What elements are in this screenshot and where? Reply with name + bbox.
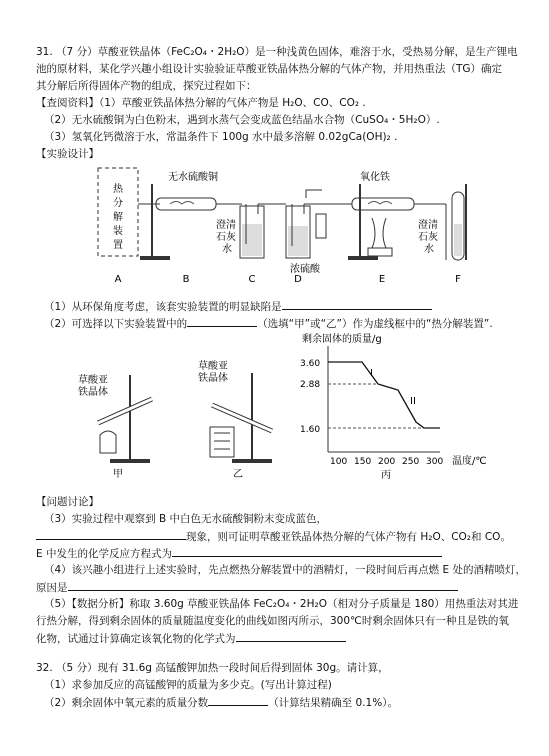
q31-intro-3: 其分解后所得固体产物的组成，探究过程如下： — [36, 80, 257, 92]
fe-oxide-label: 氧化铁 — [360, 172, 390, 183]
answer-blank-6[interactable] — [236, 630, 346, 642]
ytick-360: 3.60 — [300, 359, 321, 369]
q31-sub5-a: （5）【数据分析】称取 3.60g 草酸亚铁晶体 FeC₂O₄・2H₂O（相对分子质量是 180）用热重法对其进 — [44, 598, 519, 610]
q31-intro-1: 草酸亚铁晶体（FeC₂O₄・2H₂O）是一种浅黄色固体，难溶于水，受热易分解，是生产锂电 — [97, 46, 518, 58]
cuso4-label: 无水硫酸铜 — [168, 172, 218, 183]
q31-number: 31. — [36, 46, 53, 58]
letter-f: F — [455, 274, 461, 285]
ref-line-1 — [36, 95, 529, 111]
graph-xlabel: 温度/℃ — [452, 456, 487, 467]
xtick-200: 200 — [378, 457, 396, 467]
q31-sub1 — [44, 298, 529, 315]
curve-label-1: I — [370, 368, 373, 379]
figure-jia — [60, 365, 170, 480]
h2so4-label: 浓硫酸 — [290, 264, 320, 275]
q32-line — [36, 660, 529, 676]
graph-caption: 丙 — [381, 470, 391, 481]
xtick-150: 150 — [354, 457, 372, 467]
jia-caption: 甲 — [113, 469, 123, 480]
q31-sub5-c-line — [36, 630, 529, 647]
ref-3: （3）氢氧化钙微溶于水，常温条件下 100g 水中最多溶解 0.02gCa(OH)₂ . — [44, 131, 398, 143]
q31-sub4-b-line — [36, 579, 529, 596]
answer-blank-5[interactable] — [68, 579, 458, 591]
yi-label-1: 草酸亚 — [198, 361, 228, 372]
letter-e: E — [378, 274, 386, 285]
q31-intro-2: 池的原材料，某化学兴趣小组设计实验验证草酸亚铁晶体热分解的气体产物，并用热重法（TG）确定 — [36, 63, 503, 75]
heat-box-char-5: 置 — [113, 240, 123, 251]
q31-sub3-b-line — [36, 528, 529, 545]
q31-sub3-a: （3）实验过程中观察到 B 中白色无水硫酸铜粉末变成蓝色， — [44, 513, 328, 525]
q32-number: 32. — [36, 662, 53, 674]
q32-sub2 — [44, 694, 529, 711]
discussion-heading: 【问题讨论】 — [36, 496, 99, 508]
jia-label-2: 铁晶体 — [78, 387, 108, 398]
answer-blank-2[interactable] — [187, 315, 257, 327]
q32-sub2-a: （2）剩余固体中氧元素的质量分数 — [44, 697, 209, 709]
answer-blank-4[interactable] — [172, 545, 442, 557]
q31-sub5-b: 行热分解，得到剩余固体的质量随温度变化的曲线如图丙所示，300℃时剩余固体只有一种且是铁的氧 — [36, 615, 509, 627]
q31-sub4-b: 原因是 — [36, 582, 68, 594]
heat-box-char-1: 热 — [113, 184, 123, 195]
q31-intro-line-1 — [36, 44, 529, 60]
graph-ylabel: 剩余固体的质量/g — [302, 334, 382, 345]
xtick-250: 250 — [402, 457, 420, 467]
limewater-f-3: 水 — [424, 244, 434, 255]
limewater-c-2: 石灰 — [216, 232, 236, 243]
limewater-c-3: 水 — [222, 244, 232, 255]
limewater-f-2: 石灰 — [418, 232, 438, 243]
apparatus-diagram — [90, 164, 480, 288]
answer-blank-7[interactable] — [208, 694, 268, 706]
yi-caption: 乙 — [233, 469, 243, 480]
xtick-100: 100 — [330, 457, 348, 467]
ref-heading: 【查阅资料】 — [36, 97, 99, 109]
letter-c: C — [248, 274, 256, 285]
fe-oxide-tube — [352, 198, 414, 210]
yi-label-2: 铁晶体 — [198, 373, 228, 384]
curve-label-2: II — [410, 396, 416, 407]
q32-sub1: （1）求参加反应的高锰酸钾的质量为多少克。(写出计算过程) — [44, 679, 332, 691]
ref-2: （2）无水硫酸铜为白色粉末，遇到水蒸气会变成蓝色结晶水合物（CuSO₄・5H₂O）. — [44, 114, 440, 126]
mass-temperature-graph — [290, 332, 530, 482]
figure-yi — [180, 355, 290, 480]
q31-sub5-c: 化物，试通过计算确定该氧化物的化学式为 — [36, 633, 236, 645]
letter-b: B — [182, 274, 190, 285]
limewater-c-1: 澄清 — [216, 220, 236, 231]
q32-sub2-b: （计算结果精确至 0.1%）。 — [268, 697, 398, 709]
heat-box-char-3: 解 — [113, 212, 123, 223]
xtick-300: 300 — [426, 457, 444, 467]
q31-points: （7 分） — [56, 46, 98, 58]
q32-text: （5 分）现有 31.6g 高锰酸钾加热一段时间后得到固体 30g。请计算， — [56, 662, 389, 674]
answer-blank-3[interactable] — [36, 528, 186, 540]
q31-sub1-text: （1）从环保角度考虑，该套实验装置的明显缺陷是 — [44, 301, 282, 313]
q31-sub2-b: （选填“甲”或“乙”）作为虚线框中的“热分解装置”. — [257, 318, 493, 330]
letter-d: D — [294, 274, 302, 285]
letter-a: A — [114, 274, 122, 285]
q31-sub3-c-line — [36, 545, 529, 562]
q31-sub2-a: （2）可选择以下实验装置中的 — [44, 318, 188, 330]
q31-sub4-a: （4）该兴趣小组进行上述实验时，先点燃热分解装置中的酒精灯，一段时间后再点燃 E 处的酒精喷灯， — [44, 564, 526, 576]
q31-sub3-c: E 中发生的化学反应方程式为 — [36, 548, 172, 560]
heat-box-char-4: 装 — [113, 226, 123, 237]
ytick-160: 1.60 — [300, 425, 321, 435]
heat-box-char-2: 分 — [113, 198, 123, 209]
design-heading: 【实验设计】 — [36, 148, 99, 160]
jia-label-1: 草酸亚 — [78, 375, 108, 386]
limewater-f-1: 澄清 — [418, 220, 438, 231]
tg-curve — [328, 362, 440, 428]
answer-blank-1[interactable] — [282, 298, 432, 310]
ytick-288: 2.88 — [300, 380, 321, 390]
cuso4-tube — [156, 198, 216, 210]
q31-sub3-b: 现象，则可证明草酸亚铁晶体热分解的气体产物有 H₂O、CO₂和 CO。 — [186, 531, 511, 543]
ref-1: （1）草酸亚铁晶体热分解的气体产物是 H₂O、CO、CO₂ . — [99, 97, 366, 109]
q31-sub2 — [44, 315, 529, 332]
